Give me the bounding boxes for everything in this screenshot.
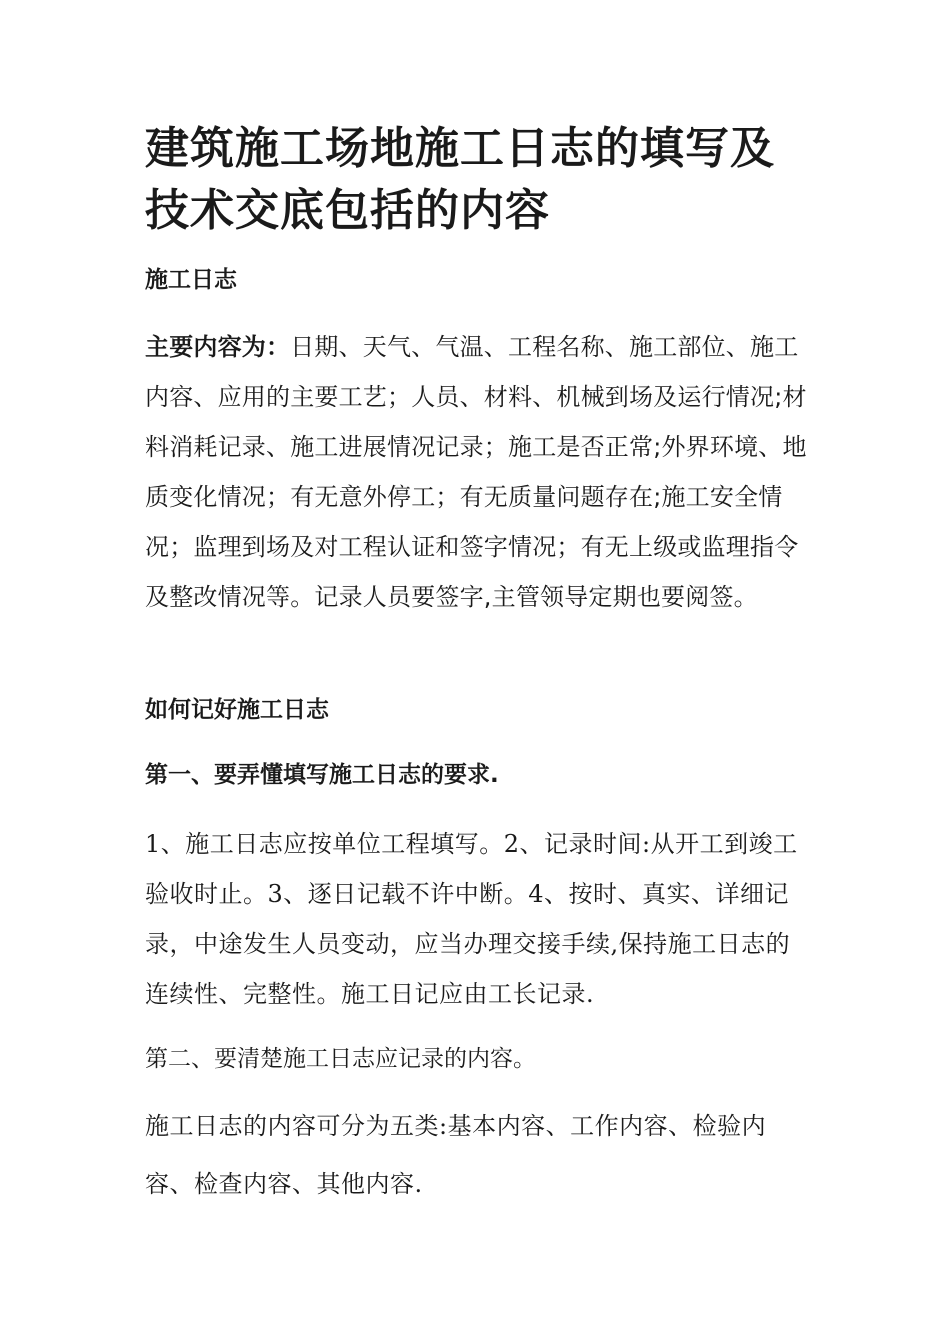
section-heading-how-to-record: 如何记好施工日志 — [145, 697, 329, 723]
main-content-text: 日期、天气、气温、工程名称、施工部位、施工内容、应用的主要工艺；人员、材料、机械到场及运行情况;材料消耗记录、施工进展情况记录；施工是否正常;外界环境、地质变化情况；有无意外停工；有无质量问题存在;施工安全情况；监理到场及对工程认证和签字情况；有无上级或监理指令及整改情况等。记录人员要签字,主管领导定期也要阅签。 — [145, 333, 807, 611]
requirements-paragraph: 1、施工日志应按单位工程填写。2、记录时间:从开工到竣工验收时止。3、逐日记载不许中断。4、按时、真实、详细记录，中途发生人员变动，应当办理交接手续,保持施工日志的连续性、完整性。施工日记应由工长记录. — [145, 830, 798, 1008]
subheading-requirements: 第一、要弄懂填写施工日志的要求. — [145, 762, 499, 788]
document-title: 建筑施工场地施工日志的填写及技术交底包括的内容 — [145, 123, 775, 236]
section-heading-construction-log: 施工日志 — [145, 267, 237, 293]
main-content-lead: 主要内容为： — [145, 333, 291, 361]
subheading-content: 第二、要清楚施工日志应记录的内容。 — [145, 1046, 536, 1072]
content-paragraph: 施工日志的内容可分为五类:基本内容、工作内容、检验内容、检查内容、其他内容. — [145, 1112, 767, 1198]
main-content-paragraph — [145, 322, 810, 622]
